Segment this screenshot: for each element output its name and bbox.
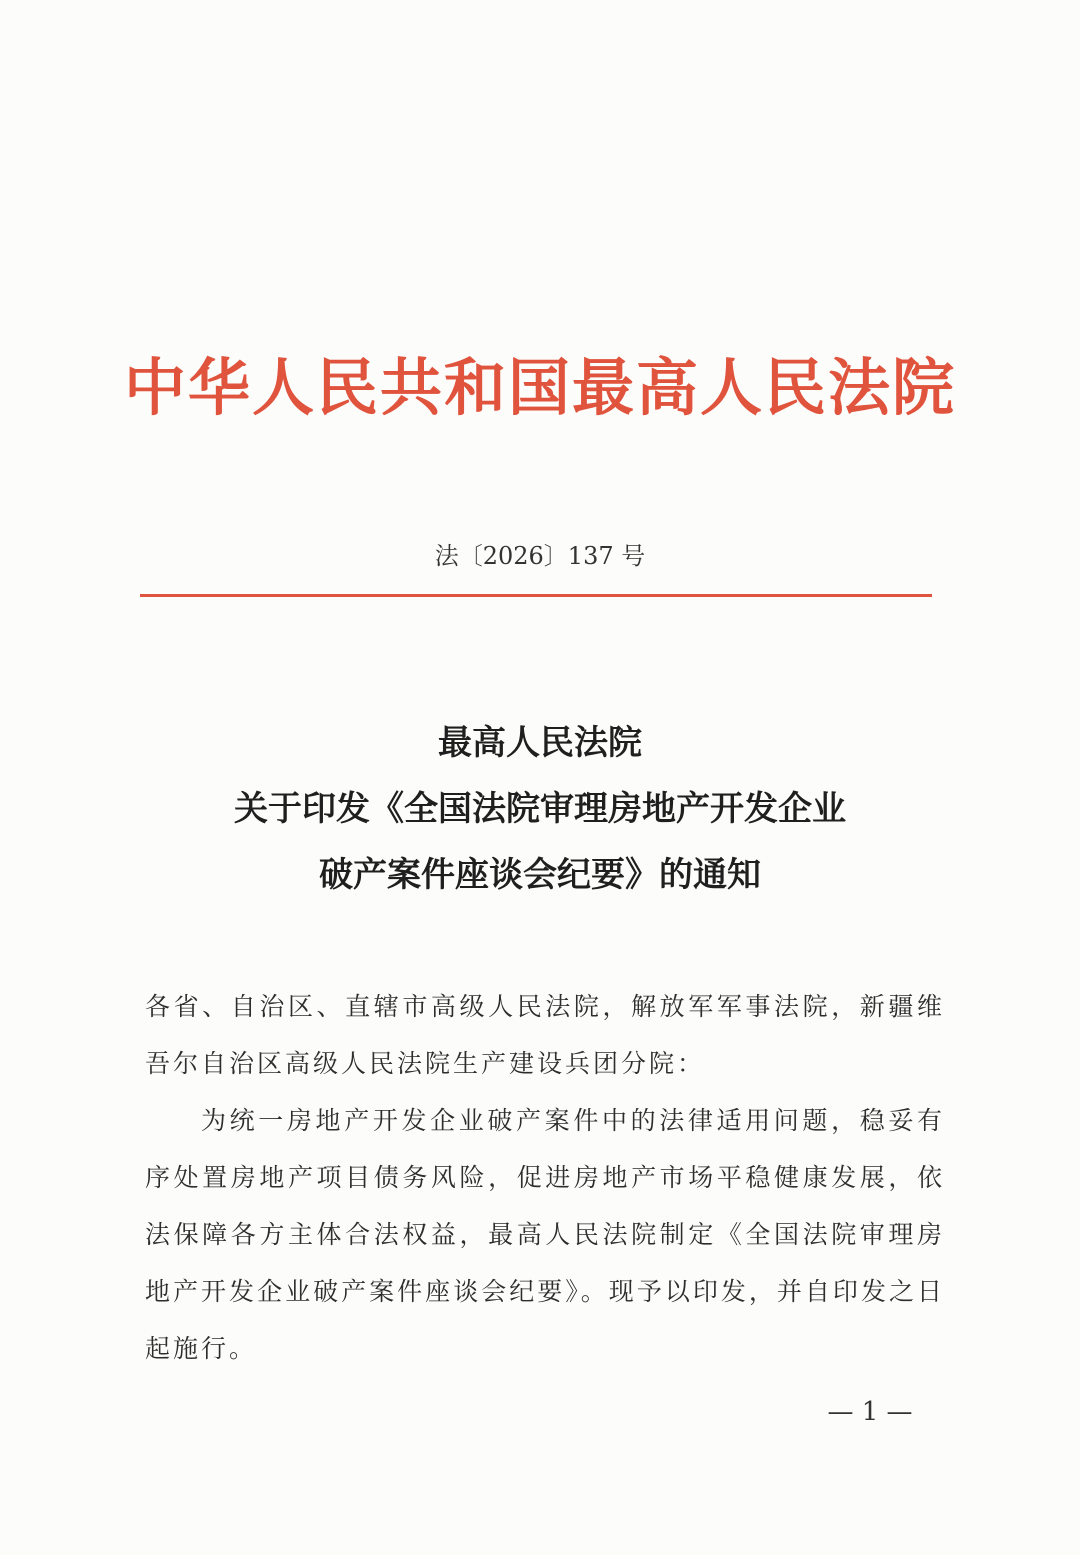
- issuer-masthead: 中华人民共和国最高人民法院: [123, 351, 956, 424]
- title-line-1: 最高人民法院: [438, 723, 642, 763]
- title-line-3: 破产案件座谈会纪要》的通知: [319, 855, 761, 895]
- title-line-2: 关于印发《全国法院审理房地产开发企业: [234, 789, 846, 829]
- document-title: [0, 710, 1080, 908]
- addressee-paragraph: 各省、自治区、直辖市高级人民法院，解放军军事法院，新疆维吾尔自治区高级人民法院生产建设兵团分院：: [145, 992, 945, 1078]
- red-divider-line: [140, 594, 932, 597]
- page-number: — 1 —: [827, 1397, 913, 1427]
- document-body: [145, 978, 945, 1377]
- body-paragraph-1: 为统一房地产开发企业破产案件中的法律适用问题，稳妥有序处置房地产项目债务风险，促进房地产市场平稳健康发展，依法保障各方主体合法权益，最高人民法院制定《全国法院审理房地产开发企业破产案件座谈会纪要》。现予以印发，并自印发之日起施行。: [145, 1106, 945, 1363]
- document-number: 法〔2026〕137 号: [434, 542, 646, 570]
